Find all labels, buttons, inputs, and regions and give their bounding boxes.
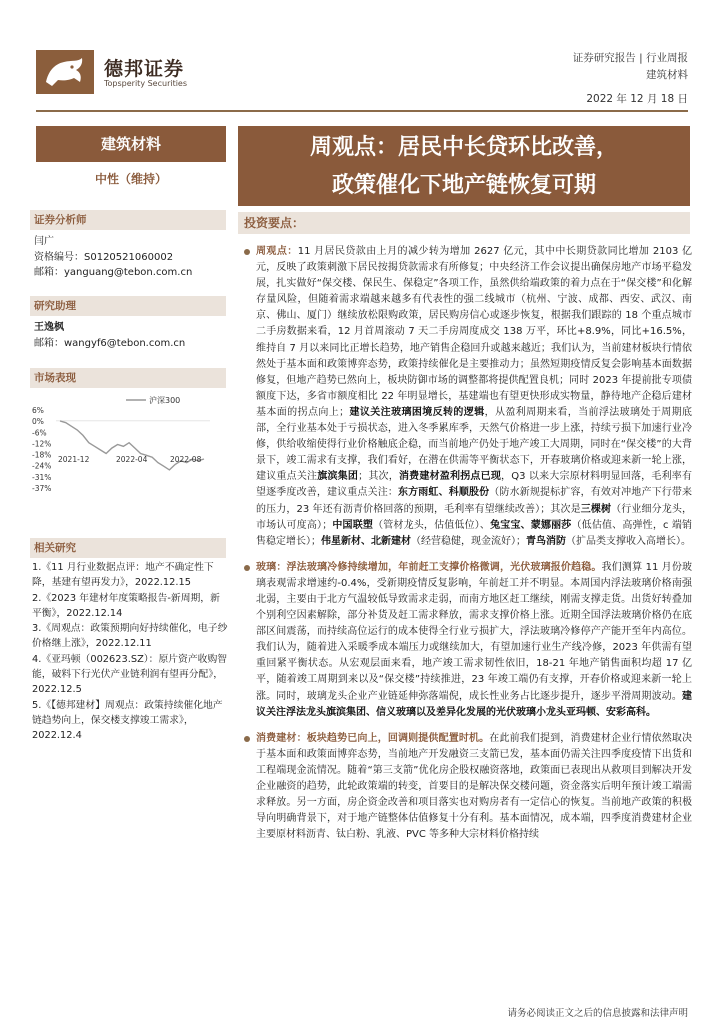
- p1-bold: 伟星新材、北新建材: [321, 535, 411, 547]
- related-section-head: 相关研究: [30, 538, 226, 558]
- market-chart-svg: [30, 388, 226, 530]
- logo-text-en: Topsperity Securities: [104, 79, 188, 88]
- report-title-line1: 周观点：居民中长贷环比改善，: [309, 134, 618, 160]
- p1-bold: 东方雨虹、科顺股份: [398, 487, 490, 499]
- p1-text: （行业细分龙头，市场认可度高）；: [256, 503, 693, 531]
- y-tick-label: -37%: [32, 484, 52, 493]
- x-tick-label: 2022-08: [170, 454, 202, 464]
- analyst-cert: 资格编号：S0120521060002: [34, 252, 174, 263]
- p1-bold: 中国联塑: [332, 519, 374, 531]
- y-tick-label: -6%: [32, 428, 47, 438]
- p1-bold: 三棵树: [580, 503, 612, 515]
- x-tick-label: 2021-12: [58, 454, 90, 464]
- investment-points-head: 投资要点：: [238, 212, 690, 234]
- related-item[interactable]: 4.《亚玛顿（002623.SZ）：原片资产收购智能，破料下行光伏产业链利润有望再分配》，2022.12.5: [32, 653, 228, 696]
- related-item[interactable]: 3.《周观点：政策预期向好持续催化，电子纱价格继上涨》，2022.12.11: [32, 623, 228, 650]
- industry-title: 建筑材料: [36, 126, 226, 162]
- analyst-email[interactable]: 邮箱：yanguang@tebon.com.cn: [34, 267, 193, 278]
- glass-paragraph: [242, 560, 692, 721]
- report-date: 2022 年 12 月 18 日: [586, 93, 688, 105]
- y-tick-label: -18%: [32, 450, 52, 460]
- assistant-name: 王逸枫: [34, 322, 64, 333]
- p1-bold: 旗滨集团: [317, 471, 359, 483]
- footer-disclaimer: 请务必阅读正文之后的信息披露和法律声明: [507, 1008, 688, 1019]
- analyst-section-head: 证券分析师: [30, 210, 226, 230]
- p1-bold: 建议关注玻璃困境反转的逻辑: [349, 406, 485, 418]
- legend-label: 沪深300: [149, 396, 181, 405]
- p2-bold: 建议关注浮法龙头旗滨集团、信义玻璃以及差异化发展的光伏玻璃小龙头亚玛顿、安彩高科。: [256, 690, 692, 718]
- assistant-section-head: 研究助理: [30, 296, 226, 316]
- industry-rating: 中性（维持）: [94, 172, 167, 186]
- p2-label: 玻璃：浮法玻璃冷修持续增加，年前赶工支撑价格微调，光伏玻璃报价趋稳。: [256, 561, 602, 573]
- weekly-view-paragraph: [242, 244, 692, 550]
- report-meta: [573, 50, 688, 84]
- p1-bold: 兔宝宝、蒙娜丽莎: [490, 519, 572, 531]
- p1-text: ，从盈利周期来看，当前浮法玻璃处于周期底部，全行业基本处于亏损状态，进入冬季累库季，天然气价格进一步上涨，持续亏损下加速行业冷修，供给收缩使得行业价格触底企稳，而当前地产仍处于地产竣工大周期，同时在“保交楼”的大背景下，竣工需求有支撑，我们看好，在潜在供需等平衡状态下，开春玻璃价格或迎来新一轮上涨，建议重点关注: [256, 406, 693, 483]
- report-body: [242, 244, 692, 843]
- related-item[interactable]: 1.《11 月行业数据点评：地产不确定性下降，基建有望再发力》，2022.12.15: [32, 562, 214, 589]
- related-item[interactable]: 2.《2023 年建材年度策略报告-新周期，新平衡》，2022.12.14: [32, 592, 220, 619]
- company-logo: [36, 50, 196, 94]
- p3-label: 消费建材：板块趋势已向上，回调则提供配置时机。: [256, 732, 490, 744]
- p1-text: ；其次，: [358, 471, 399, 483]
- p1-text: （经营稳健，现金流好）；: [411, 535, 526, 547]
- market-section-head: 市场表现: [30, 368, 226, 388]
- report-type: 证券研究报告 | 行业周报: [572, 52, 688, 64]
- header-divider: [36, 110, 688, 112]
- p1-text: （防水新规提标扩容，有效对冲地产下行带来的压力，23 年还有沥青价格回落的预期，毛利率有望继续改善）；其次是: [256, 487, 693, 515]
- market-chart: [30, 388, 226, 530]
- related-research-list: [32, 560, 228, 744]
- p1-text: （扩品类支撑收入高增长）。: [566, 535, 691, 547]
- p2-text: 我们测算 11 月份玻璃表观需求增速约-0.4%，受新期疫情反复影响，年前赶工并不明显。本周国内浮法玻璃价格南强北弱，主要由于北方气温较低导致需求走弱，而南方地区赶工继续，刚需支撑走货。出货好转叠加个别利空因素解除，部分补货及赶工需求释放，需求支撑价格上涨。近期全国浮法玻璃价格仍在底部区间震荡，而持续高位运行的成本使得全行业亏损扩大，浮法玻璃冷修停产产能开至年内高位。我们认为，随着进入采暖季成本端压力或继续加大，有望加速行业生产线冷修，2023 年供需有望重回紧平衡状态。从宏观层面来看，地产竣工需求韧性依旧，18-21 年地产销售面积均超 17 亿平，随着竣工周期到来以及“保交楼”持续推进，23 年竣工端仍有支撑，开春价格或迎来新一轮上涨。同时，玻璃龙头企业产业链延伸弥落端倪，成长性业务占比逐步提升，逐步平滑周期波动。: [256, 561, 692, 702]
- p1-text: （低估值、高弹性，c 端销售稳定增长）；: [256, 519, 693, 547]
- assistant-email[interactable]: 邮箱：wangyf6@tebon.com.cn: [34, 338, 186, 349]
- p1-text: ，Q3 以来大宗原材料明显回落，毛利率有望逐季度改善，建议重点关注：: [256, 471, 693, 499]
- p1-bold: 青鸟消防: [526, 535, 566, 547]
- y-tick-label: -12%: [32, 439, 52, 449]
- bull-logo-icon: [36, 50, 94, 94]
- p1-text: （管材龙头，估值低位）、: [373, 519, 491, 531]
- consumer-materials-paragraph: [242, 731, 692, 844]
- x-tick-label: 2022-04: [116, 454, 148, 464]
- related-item[interactable]: 5.《【德邦建材】周观点：政策持续催化地产链趋势向上，保交楼支撑竣工需求》，2022.12.4: [32, 699, 223, 742]
- y-tick-label: -31%: [32, 472, 52, 482]
- p1-label: 周观点：: [256, 246, 298, 257]
- p3-text: 在此前我们提到，消费建材企业行情依然取决于基本面和政策面博弈态势，当前地产开发融资三支箭已发，基本面仍需关注四季度疫情下出货和工程端现金流情况。随着“第三支箭”优化房企股权融资落地，政策面已表现出从救项目到解决开发企业融资的趋势，此轮政策端的转变，首要目的是解决保交楼问题，资金落实后明年预计竣工端需求释放。另一方面，房企资金改善和项目落实也对购房者有一定信心的恢复。当前地产政策的积极导向明确背景下，对于地产链整体估值修复十分有利。基本面情况，成本端，四季度消费建材企业主要原材料沥青、钛白粉、乳液、PVC 等多种大宗材料价格持续: [256, 732, 693, 841]
- report-title-line2: 政策催化下地产链恢复可期: [331, 172, 596, 198]
- y-tick-label: -24%: [32, 461, 52, 471]
- y-tick-label: 0%: [32, 417, 44, 427]
- report-title: [238, 126, 690, 206]
- analyst-name: 闫广: [34, 236, 54, 247]
- logo-text-cn: 德邦证券: [104, 58, 185, 80]
- y-tick-label: 6%: [32, 406, 44, 415]
- p1-text: 11 月居民贷款由上月的减少转为增加 2627 亿元，其中中长期贷款同比增加 2103 亿元，反映了政策刺激下居民按揭贷款需求有所修复；中央经济工作会议提出确保房地产市场平稳发展，扎实做好“保交楼、保民生、保稳定”各项工作，虽然供给端政策的着力点在于“保交楼”和化解存量风险，但随着需求端越来越多有代表性的强二线城市（杭州、宁波、成都、西安、武汉、南京、佛山、厦门）继续放松限购政策，居民购房信心或逐步恢复，根据我们跟踪的 18 个重点城市二手房数据来看，12 月首周滚动 7 天二手房周度成交 138 万平，环比+8.9%，同比+16.5%，维持自 7 月以来同比正增长趋势，地产销售企稳回升或越来越近；我们认为，当前建材板块行情依然处于基本面和政策博弈态势，政策持续催化是主要推动力；虽然短期疫情反复会影响基本面数据修复，但地产趋势已然向上，板块防御市场的调整都将提供配置良机；同时 2023 年提前批专项债额度下达，多省市额度相比 22 年明显增长，基建端也有望更快形成实物量，静待地产企稳后建材基本面的拐点向上；: [256, 246, 692, 418]
- p1-bold: 消费建材盈利拐点已现: [398, 471, 502, 483]
- report-sector: 建筑材料: [646, 69, 688, 81]
